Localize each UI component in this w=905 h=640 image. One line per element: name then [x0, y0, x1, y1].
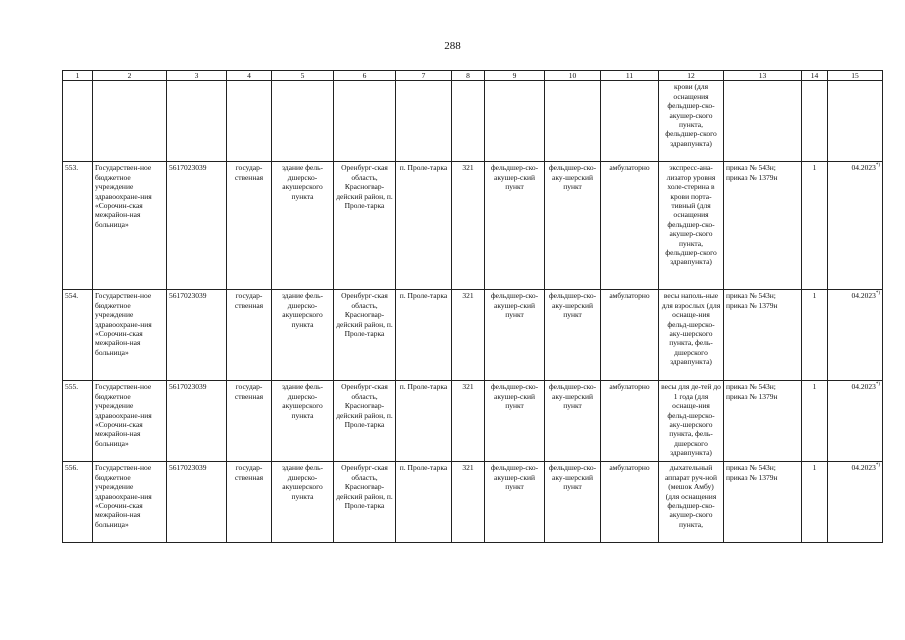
column-header: 14 [802, 71, 828, 81]
cell-qty [802, 81, 828, 162]
column-header: 2 [93, 71, 167, 81]
cell-unit [545, 81, 601, 162]
cell-equipment: дыхательный аппарат руч-ной (мешок Амбу) (для оснащения фельдшер-ско-акушер-ского пункта, [659, 462, 724, 543]
cell-locality: п. Проле-тарка [396, 381, 452, 462]
cell-orders: приказ № 543н; приказ № 1379н [724, 462, 802, 543]
column-header: 6 [334, 71, 396, 81]
cell-ownership: государ-ственная [227, 381, 272, 462]
cell-equipment: крови (для оснащения фельдшер-ско-акушер-ского пункта, фельдшер-ского здравпункта) [659, 81, 724, 162]
cell-unit: фельдшер-ско-аку-шерский пункт [545, 462, 601, 543]
cell-ownership [227, 81, 272, 162]
column-header: 8 [452, 71, 485, 81]
cell-unit: фельдшер-ско-аку-шерский пункт [545, 290, 601, 381]
continuation-row [63, 81, 883, 162]
cell-inn: 5617023039 [167, 290, 227, 381]
cell-code: 321 [452, 381, 485, 462]
cell-num [63, 81, 93, 162]
cell-equipment: весы наполь-ные для взрослых (для оснаще-ния фельд-шерско-аку-шерского пункта, фель-дшерского здравпункта) [659, 290, 724, 381]
cell-date [828, 290, 883, 381]
cell-unit-type: фельдшер-ско-акушер-ский пункт [485, 162, 545, 290]
cell-building: здание фель-дшерско-акушерского пункта [272, 381, 334, 462]
cell-unit-type: фельдшер-ско-акушер-ский пункт [485, 381, 545, 462]
cell-region: Оренбург-ская область, Красногвар-дейский район, п. Проле-тарка [334, 162, 396, 290]
cell-locality: п. Проле-тарка [396, 290, 452, 381]
cell-num: 555. [63, 381, 93, 462]
cell-care: амбулаторно [601, 290, 659, 381]
column-header: 15 [828, 71, 883, 81]
table-header [63, 71, 883, 81]
cell-region: Оренбург-ская область, Красногвар-дейский район, п. Проле-тарка [334, 462, 396, 543]
equipment-table [62, 70, 883, 543]
footnote-mark: *) [875, 463, 880, 469]
cell-org [93, 81, 167, 162]
cell-qty: 1 [802, 162, 828, 290]
cell-org: Государствен-ное бюджетное учреждение здравоохране-ния «Сорочин-ская межрайон-ная больница» [93, 290, 167, 381]
cell-care: амбулаторно [601, 162, 659, 290]
cell-unit-type: фельдшер-ско-акушер-ский пункт [485, 462, 545, 543]
cell-ownership: государ-ственная [227, 290, 272, 381]
date-value: 04.2023 [851, 463, 876, 473]
date-value: 04.2023 [851, 163, 876, 173]
column-header: 13 [724, 71, 802, 81]
cell-ownership: государ-ственная [227, 162, 272, 290]
table-row [63, 290, 883, 381]
column-header: 7 [396, 71, 452, 81]
footnote-mark: *) [875, 163, 880, 169]
column-header: 9 [485, 71, 545, 81]
cell-locality: п. Проле-тарка [396, 462, 452, 543]
cell-inn: 5617023039 [167, 462, 227, 543]
cell-num: 554. [63, 290, 93, 381]
cell-code: 321 [452, 162, 485, 290]
column-header: 3 [167, 71, 227, 81]
column-header: 1 [63, 71, 93, 81]
cell-unit: фельдшер-ско-аку-шерский пункт [545, 381, 601, 462]
cell-building [272, 81, 334, 162]
cell-org: Государствен-ное бюджетное учреждение здравоохране-ния «Сорочин-ская межрайон-ная больница» [93, 462, 167, 543]
cell-inn: 5617023039 [167, 381, 227, 462]
footnote-mark: *) [875, 291, 880, 297]
cell-orders [724, 81, 802, 162]
table-body [63, 81, 883, 543]
header-row [63, 71, 883, 81]
cell-locality [396, 81, 452, 162]
cell-care [601, 81, 659, 162]
cell-code: 321 [452, 290, 485, 381]
cell-inn [167, 81, 227, 162]
cell-building: здание фель-дшерско-акушерского пункта [272, 290, 334, 381]
cell-org: Государствен-ное бюджетное учреждение здравоохране-ния «Сорочин-ская межрайон-ная больница» [93, 381, 167, 462]
cell-num: 553. [63, 162, 93, 290]
cell-care: амбулаторно [601, 462, 659, 543]
cell-date [828, 81, 883, 162]
cell-building: здание фель-дшерско-акушерского пункта [272, 462, 334, 543]
column-header: 12 [659, 71, 724, 81]
cell-qty: 1 [802, 462, 828, 543]
column-header: 5 [272, 71, 334, 81]
cell-orders: приказ № 543н; приказ № 1379н [724, 290, 802, 381]
cell-region: Оренбург-ская область, Красногвар-дейский район, п. Проле-тарка [334, 381, 396, 462]
table-row [63, 162, 883, 290]
cell-ownership: государ-ственная [227, 462, 272, 543]
date-value: 04.2023 [851, 291, 876, 301]
table-row [63, 462, 883, 543]
column-header: 4 [227, 71, 272, 81]
column-header: 11 [601, 71, 659, 81]
cell-inn: 5617023039 [167, 162, 227, 290]
date-value: 04.2023 [851, 382, 876, 392]
page-number: 288 [444, 40, 461, 52]
cell-orders: приказ № 543н; приказ № 1379н [724, 381, 802, 462]
cell-unit-type: фельдшер-ско-акушер-ский пункт [485, 290, 545, 381]
cell-region: Оренбург-ская область, Красногвар-дейский район, п. Проле-тарка [334, 290, 396, 381]
cell-date [828, 462, 883, 543]
cell-unit-type [485, 81, 545, 162]
footnote-mark: *) [875, 382, 880, 388]
column-header: 10 [545, 71, 601, 81]
cell-num: 556. [63, 462, 93, 543]
cell-care: амбулаторно [601, 381, 659, 462]
table-row [63, 381, 883, 462]
cell-date [828, 162, 883, 290]
cell-locality: п. Проле-тарка [396, 162, 452, 290]
cell-orders: приказ № 543н; приказ № 1379н [724, 162, 802, 290]
cell-date [828, 381, 883, 462]
cell-org: Государствен-ное бюджетное учреждение здравоохране-ния «Сорочин-ская межрайон-ная больница» [93, 162, 167, 290]
cell-code: 321 [452, 462, 485, 543]
cell-building: здание фель-дшерско-акушерского пункта [272, 162, 334, 290]
cell-unit: фельдшер-ско-аку-шерский пункт [545, 162, 601, 290]
cell-qty: 1 [802, 290, 828, 381]
cell-equipment: весы для де-тей до 1 года (для оснаще-ния фельд-шерско-аку-шерского пункта, фель-дшерского здравпункта) [659, 381, 724, 462]
cell-code [452, 81, 485, 162]
cell-region [334, 81, 396, 162]
cell-qty: 1 [802, 381, 828, 462]
cell-equipment: экспресс-ана-лизатор уровня холе-стерина в крови порта-тивный (для оснащения фельдшер-ско-акушер-ского пункта, фельдшер-ского здравпункта) [659, 162, 724, 290]
